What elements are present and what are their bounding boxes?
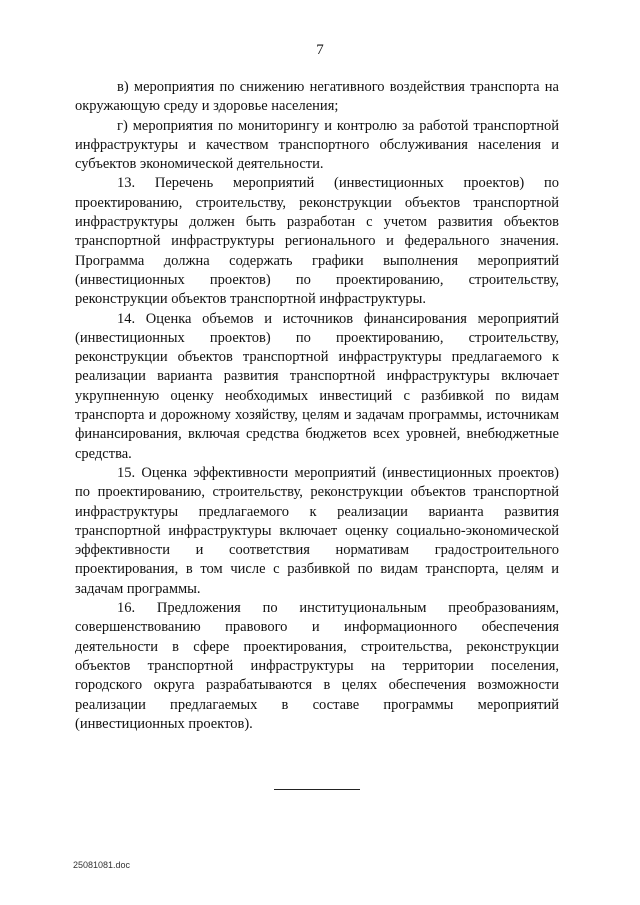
paragraph-15: 15. Оценка эффективности мероприятий (инвестиционных проектов) по проектированию, строительству, реконструкции объектов транспортной инфраструктуры предлагаемого к реализации варианта развития транспортной инфраструктуры включает оценку социально-экономической эффективности и соответствия нормативам градостроительного проектирования, в том числе с разбивкой по видам транспорта, целям и задачам программы. — [75, 464, 559, 597]
end-rule — [274, 789, 360, 790]
page-number: 7 — [316, 42, 324, 58]
document-body — [75, 78, 559, 734]
paragraph-14: 14. Оценка объемов и источников финансирования мероприятий (инвестиционных проектов) по проектированию, строительству, реконструкции объектов транспортной инфраструктуры предлагаемого к реализации варианта развития транспортной инфраструктуры включает укрупненную оценку необходимых инвестиций с разбивкой по видам транспорта и дорожному хозяйству, целям и задачам программы, источникам финансирования, включая средства бюджетов всех уровней, внебюджетные средства. — [75, 310, 559, 462]
paragraph-item-v: в) мероприятия по снижению негативного воздействия транспорта на окружающую среду и здоровье населения; — [75, 79, 559, 115]
document-file-id: 25081081.doc — [73, 860, 131, 870]
paragraph-16: 16. Предложения по институциональным преобразованиям, совершенствованию правового и информационного обеспечения деятельности в сфере проектирования, строительства, реконструкции объектов транспортной инфраструктуры на территории поселения, городского округа разрабатываются в целях обеспечения возможности реализации предлагаемых в составе программы мероприятий (инвестиционных проектов). — [75, 600, 559, 732]
paragraph-item-g: г) мероприятия по мониторингу и контролю за работой транспортной инфраструктуры и качеством транспортного обслуживания населения и субъектов экономической деятельности. — [75, 117, 559, 173]
paragraph-13: 13. Перечень мероприятий (инвестиционных проектов) по проектированию, строительству, реконструкции объектов транспортной инфраструктуры должен быть разработан с учетом развития объектов транспортной инфраструктуры регионального и федерального значения. Программа должна содержать графики выполнения мероприятий (инвестиционных проектов) по проектированию, строительству, реконструкции объектов транспортной инфраструктуры. — [75, 175, 559, 308]
